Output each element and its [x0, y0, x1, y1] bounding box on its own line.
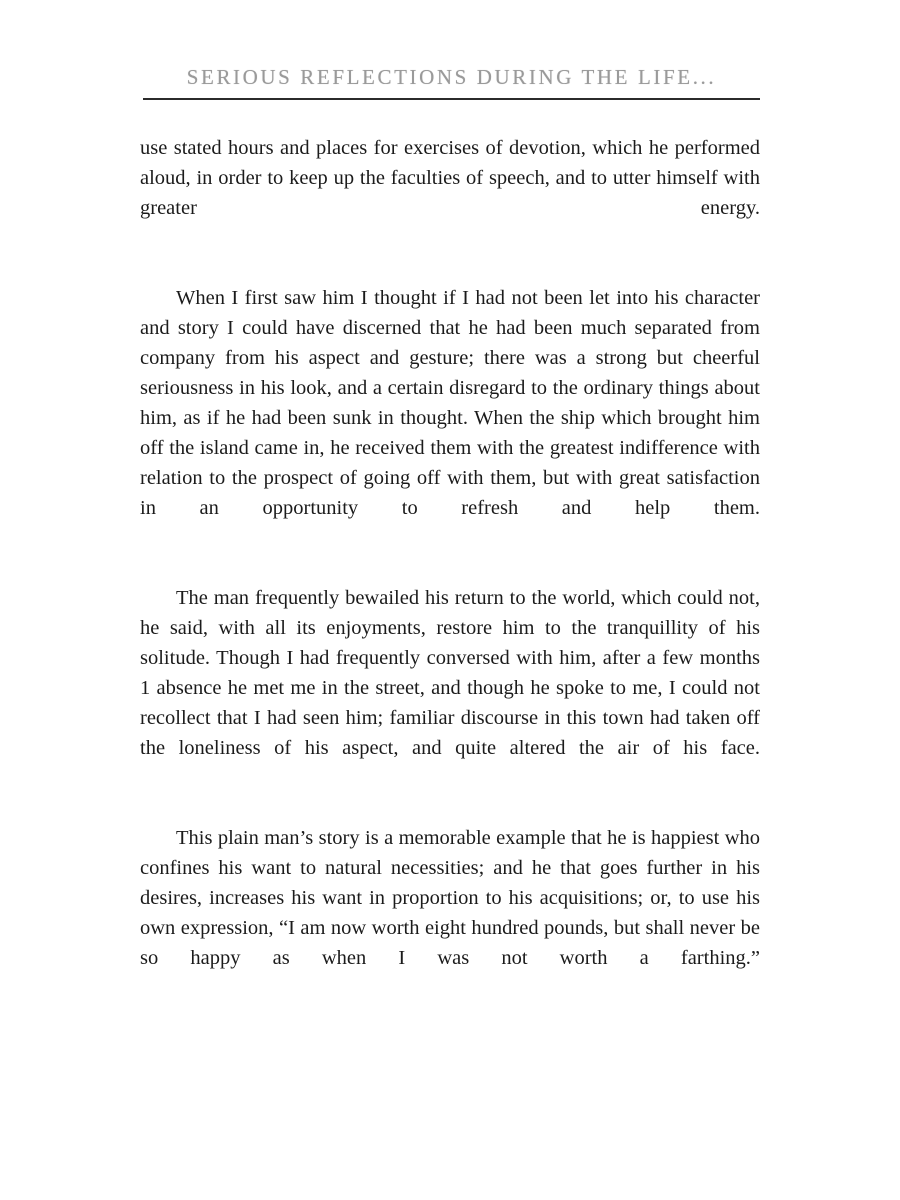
page-header — [143, 62, 760, 100]
body-paragraph-4: This plain man’s story is a memorable example that he is happiest who confines his want to natural necessities; and he that goes further in his desires, increases his want in proportion to his acquisitions; or, to use his own expression, “I am now worth eight hundred pounds, but shall never be so happy as when I was not worth a farthing.” — [140, 827, 760, 969]
body-paragraph-2: When I first saw him I thought if I had not been let into his character and story I could have discerned that he had been much separated from company from his aspect and gesture; there was a strong but cheerful seriousness in his look, and a certain disregard to the ordinary things about him, as if he had been sunk in thought. When the ship which brought him off the island came in, he received them with the greatest indifference with relation to the prospect of going off with them, but with great satisfaction in an opportunity to refresh and help them. — [140, 287, 760, 519]
header-divider-rule — [143, 98, 760, 100]
body-paragraph-1: use stated hours and places for exercises of devotion, which he performed aloud, in order to keep up the faculties of speech, and to utter himself with greater energy. — [140, 137, 760, 219]
running-head-title: SERIOUS REFLECTIONS DURING THE LIFE... — [186, 65, 717, 89]
body-text-column — [140, 133, 760, 1003]
body-paragraph-3: The man frequently bewailed his return to the world, which could not, he said, with all its enjoyments, restore him to the tranquillity of his solitude. Though I had frequently conversed with him, after a few months 1 absence he met me in the street, and though he spoke to me, I could not recollect that I had seen him; familiar discourse in this town had taken off the loneliness of his aspect, and quite altered the air of his face. — [140, 587, 760, 759]
